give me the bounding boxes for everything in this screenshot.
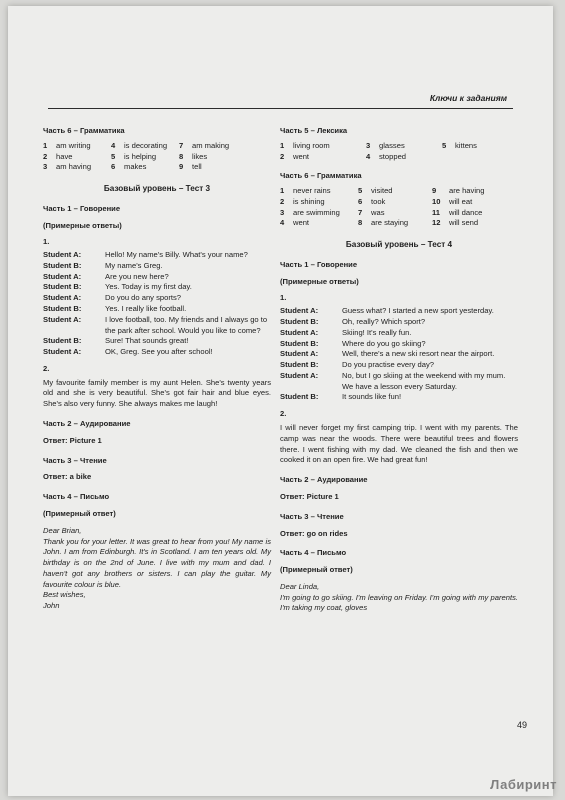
listening-answer: Ответ: Picture 1 [43, 435, 102, 445]
dialog [280, 306, 518, 403]
letter [280, 582, 518, 614]
dialog-line: Student A: Are you new here? [43, 271, 169, 281]
reading-answer: Ответ: a bike [43, 472, 92, 482]
paragraph-camping: I will never forget my first camping trip. I went with my parents. The camp was near the woods. There were beautiful trees and flowers there. I went fishing with my dad. We cleaned the fish and then we cooked it on an open fire. We had great fun! [280, 423, 518, 465]
letter [43, 526, 271, 612]
dialog-line: Student B: It sounds like fun! [280, 392, 402, 402]
section-speaking-title: Часть 1 – Говорение [280, 259, 358, 269]
letter-body: I'm going to go skiing. I'm leaving on Friday. I'm going with my parents. I'm taking my coat, gloves [280, 592, 518, 613]
section-reading-title: Часть 3 – Чтение [43, 455, 107, 465]
dialog-line: Student A: OK, Greg. See you after school! [43, 347, 213, 357]
dialog-line: Student B: Oh, really? Which sport? [280, 317, 426, 327]
right-column [280, 126, 518, 614]
table-row: 1 living room 3 glasses 5 kittens [280, 140, 477, 150]
item-number-2: 2. [43, 363, 50, 373]
dialog-line: Student A: Skiing! It's really fun. [280, 327, 412, 337]
section-writing-title: Часть 4 – Письмо [43, 492, 110, 502]
reading-answer: Ответ: go on rides [280, 528, 348, 538]
dialog-line: Student A: I love football, too. My friends and I always go to the park after school. Would you like to come? [43, 314, 268, 335]
test3-title: Базовый уровень – Тест 3 [103, 184, 211, 194]
vocabulary-answers-table [280, 141, 480, 163]
letter-closing: Best wishes, [43, 590, 86, 600]
table-row: 1 am writing 4 is decorating 7 am making [43, 140, 230, 150]
test4-title: Базовый уровень – Тест 4 [345, 240, 453, 250]
dialog-line: Student B: Do you practise every day? [280, 360, 435, 370]
section-reading-title: Часть 3 – Чтение [280, 511, 344, 521]
table-row: 4 went 8 are staying 12 will send [280, 218, 479, 228]
table-row: 2 is shining 6 took 10 will eat [280, 196, 473, 206]
watermark: Лабиринт [490, 777, 557, 792]
dialog-line: Student B: Sure! That sounds great! [43, 336, 189, 346]
letter-body: Thank you for your letter. It was great to hear from you! My name is John. I am from Edinburgh. It's in Scotland. I am ten years old. My birthday is on the 2nd of June. I live with my mum and dad. I haven't got any brothers or sisters. I can play the guitar. My favourite colour is blue. [43, 536, 271, 589]
dialog-line: Student B: Yes. I really like football. [43, 304, 187, 314]
item-number-2: 2. [280, 409, 287, 419]
dialog-line: Student B: Where do you go skiing? [280, 338, 426, 348]
grammar-answers-table [43, 141, 232, 173]
section-listening-title: Часть 2 – Аудирование [43, 419, 131, 429]
dialog-line: Student A: Hello! My name's Billy. What's your name? [43, 250, 248, 260]
item-number-1: 1. [280, 293, 287, 303]
section-speaking-title: Часть 1 – Говорение [43, 203, 121, 213]
grammar-answers-table [280, 186, 487, 229]
section-grammar-title: Часть 6 – Грамматика [280, 171, 362, 181]
page-header [48, 94, 513, 109]
sample-answer-note: (Примерный ответ) [43, 508, 116, 518]
sample-answer-note: (Примерный ответ) [280, 565, 353, 575]
table-row: 3 are swimming 7 was 11 will dance [280, 207, 483, 217]
letter-greeting: Dear Brian, [43, 525, 82, 535]
sample-answers-note: (Примерные ответы) [43, 220, 122, 230]
section-writing-title: Часть 4 – Письмо [280, 548, 347, 558]
section-listening-title: Часть 2 – Аудирование [280, 475, 368, 485]
dialog-line: Student B: Yes. Today is my first day. [43, 282, 192, 292]
header-title: Ключи к заданиям [429, 93, 507, 103]
table-row: 1 never rains 5 visited 9 are having [280, 186, 485, 196]
dialog-line: Student A: Guess what? I started a new sport yesterday. [280, 306, 494, 316]
table-row: 2 went 4 stopped [280, 151, 407, 161]
left-column [43, 126, 271, 612]
dialog-line: Student A: Well, there's a new ski resort near the airport. [280, 349, 495, 359]
table-row: 3 am having 6 makes 9 tell [43, 162, 202, 172]
listening-answer: Ответ: Picture 1 [280, 491, 339, 501]
dialog [43, 250, 271, 358]
table-row: 2 have 5 is helping 8 likes [43, 151, 208, 161]
paragraph-family: My favourite family member is my aunt Helen. She's twenty years old and she is very beautiful. She's got fair hair and blue eyes. She's also very funny. She always makes me laugh! [43, 377, 271, 409]
dialog-line: Student B: My name's Greg. [43, 260, 163, 270]
item-number-1: 1. [43, 237, 50, 247]
sample-answers-note: (Примерные ответы) [280, 276, 359, 286]
letter-signature: John [43, 601, 60, 611]
page-number: 49 [516, 720, 527, 730]
letter-greeting: Dear Linda, [280, 581, 320, 591]
dialog-line: Student A: No, but I go skiing at the weekend with my mum. We have a lesson every Saturday. [280, 370, 506, 391]
page [8, 6, 553, 796]
section-vocabulary-title: Часть 5 – Лексика [280, 126, 348, 135]
section-grammar-title: Часть 6 – Грамматика [43, 126, 125, 135]
dialog-line: Student A: Do you do any sports? [43, 293, 181, 303]
